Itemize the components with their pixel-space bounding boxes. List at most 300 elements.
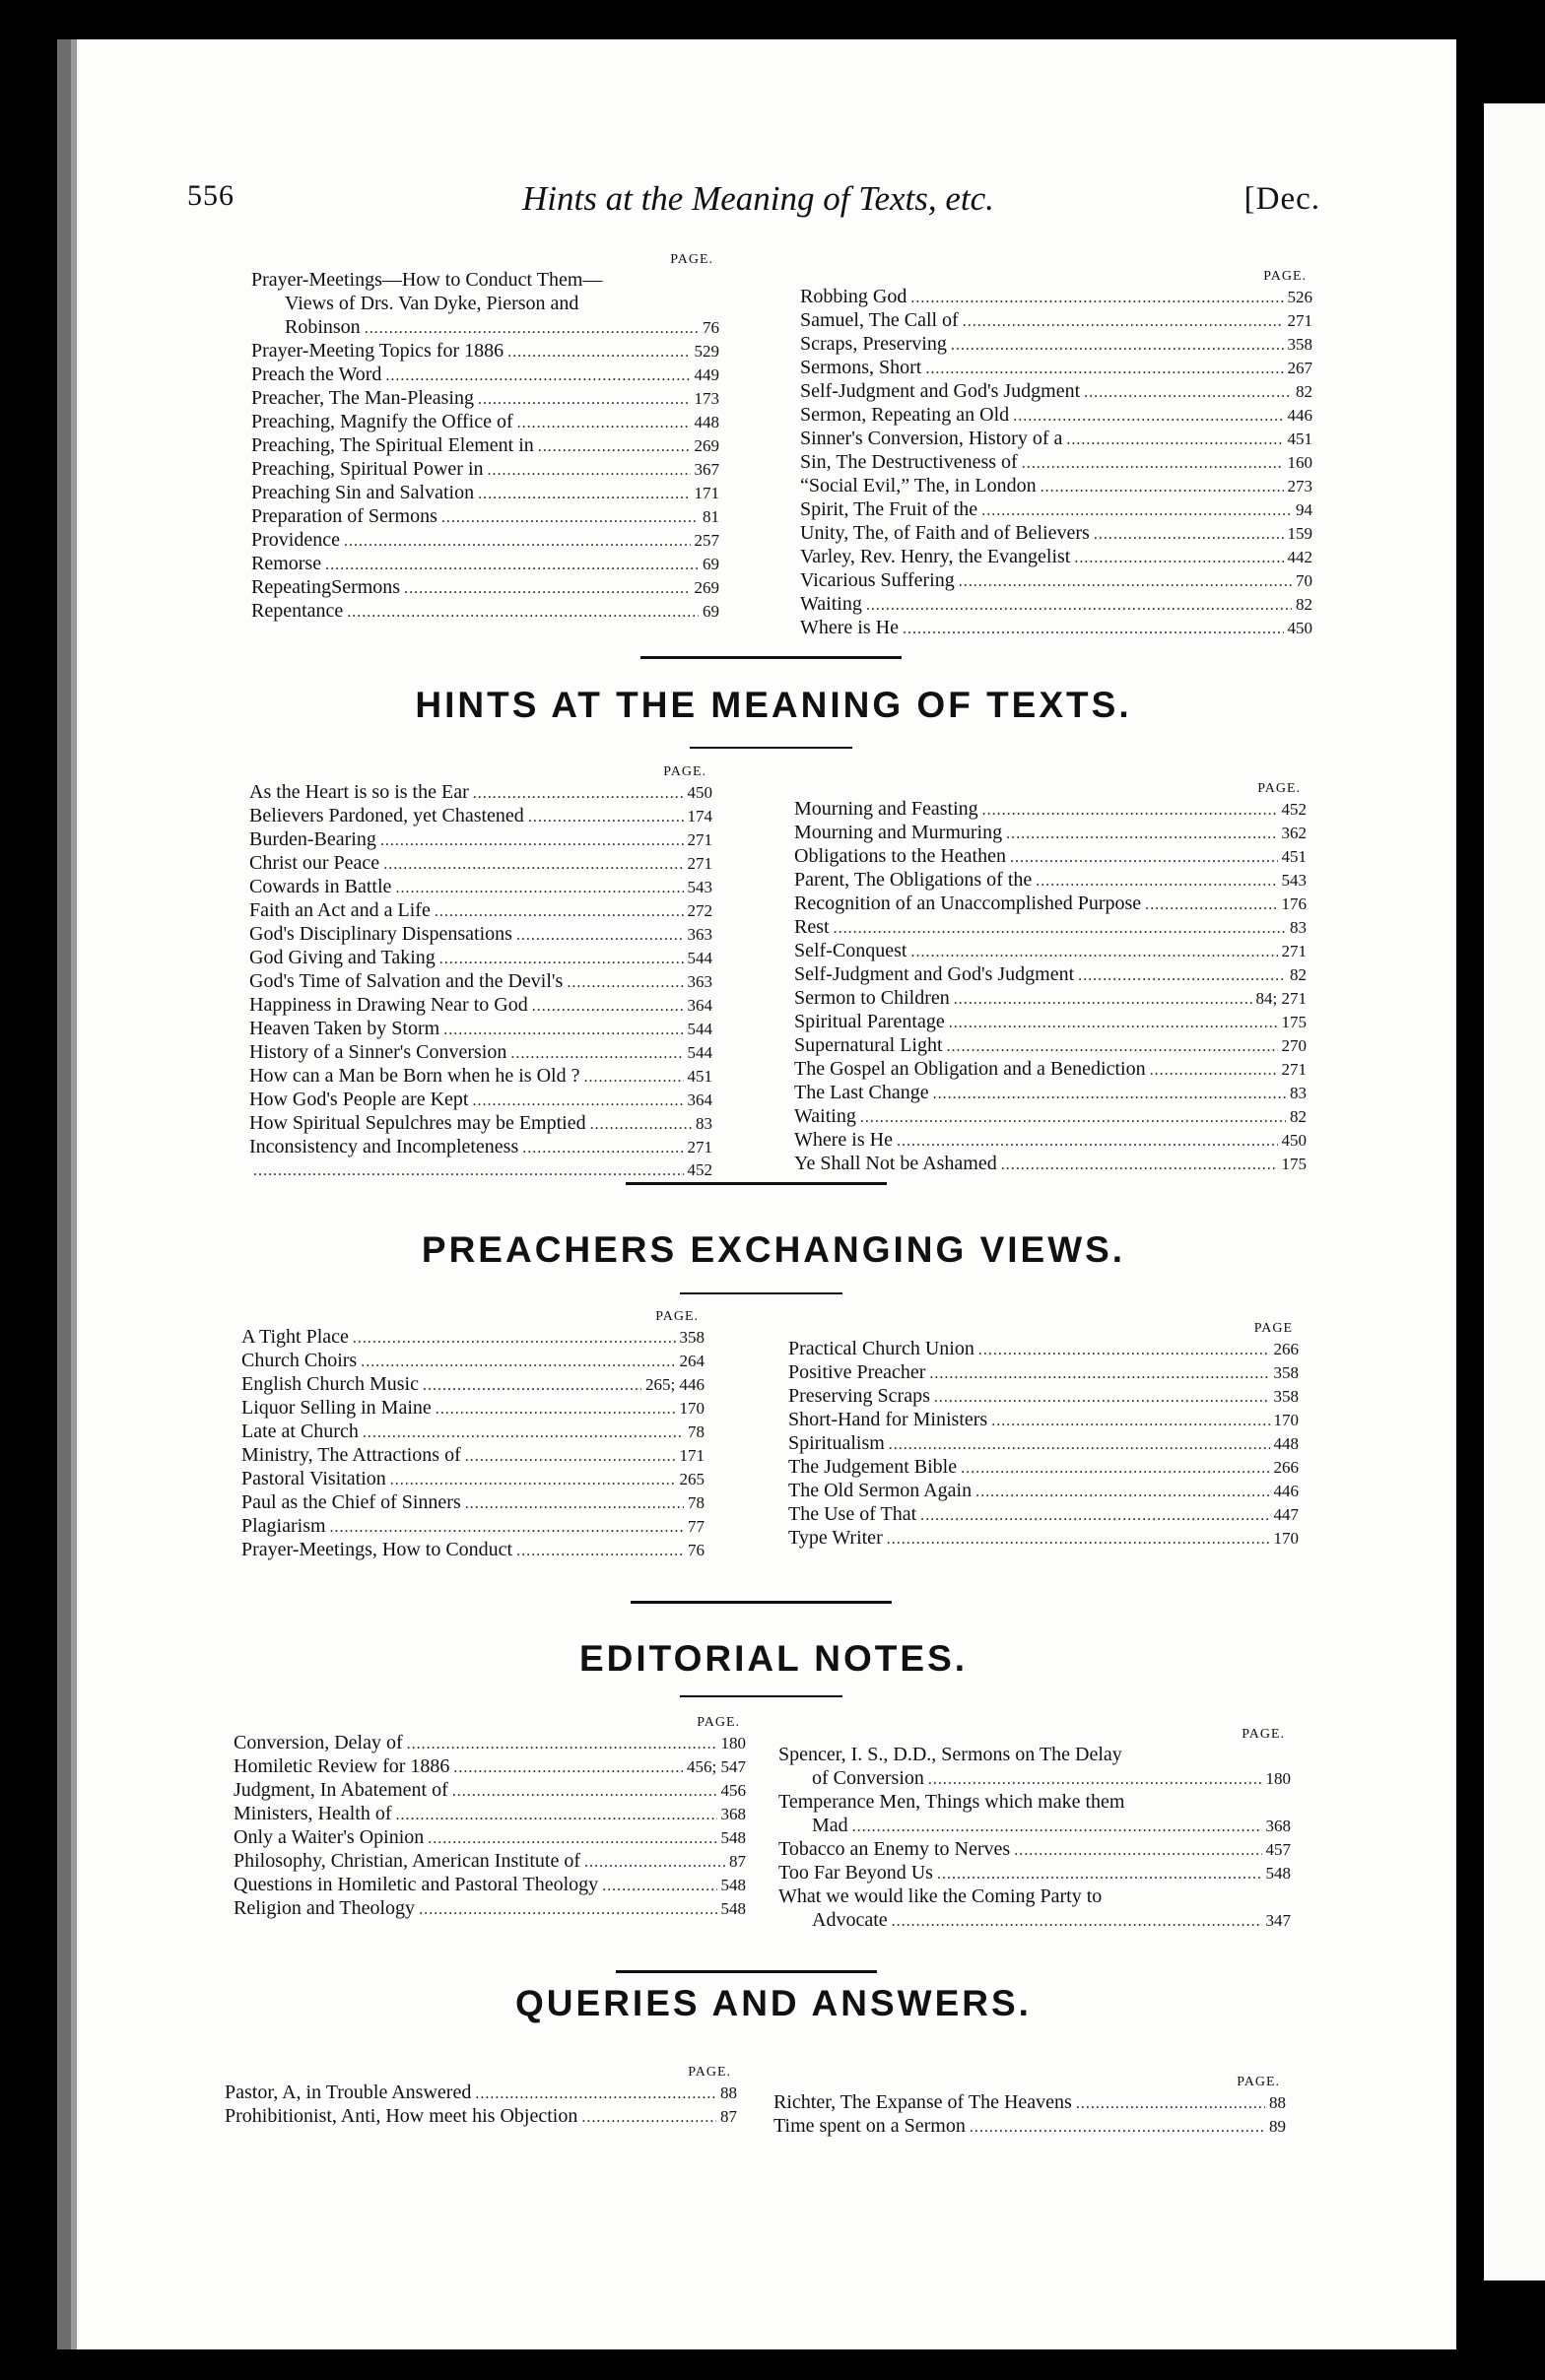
index-entry <box>794 892 1307 916</box>
entry-page-number: 159 <box>1287 524 1312 543</box>
entry-page-number: 180 <box>1265 1769 1291 1788</box>
entry-title: Repentance <box>251 600 344 622</box>
leader-dots <box>407 1734 717 1755</box>
index-entry <box>800 380 1312 404</box>
entry-title: How God's People are Kept <box>249 1089 469 1110</box>
leader-dots <box>937 1864 1262 1885</box>
entry-title: God's Time of Salvation and the Devil's <box>249 970 564 992</box>
index-entry <box>778 1744 1291 1767</box>
entry-page-number: 450 <box>1287 619 1312 637</box>
entry-title: Self-Judgment and God's Judgment <box>800 380 1081 402</box>
page-column-heading: PAGE. <box>1237 2075 1280 2089</box>
leader-dots <box>443 1020 683 1041</box>
index-entry <box>800 593 1312 617</box>
entry-title: Vicarious Suffering <box>800 569 955 591</box>
leader-dots <box>1022 453 1284 475</box>
entry-page-number: 456; 547 <box>687 1757 746 1776</box>
leader-dots <box>325 555 699 576</box>
entry-page-number: 347 <box>1265 1911 1291 1930</box>
index-entry <box>788 1503 1299 1527</box>
entry-page-number: 529 <box>694 342 719 361</box>
index-entry <box>251 505 719 529</box>
entry-title: Tobacco an Enemy to Nerves <box>778 1838 1011 1860</box>
editorial-right <box>778 1726 1291 1933</box>
leader-dots <box>439 949 684 970</box>
index-entry <box>241 1468 705 1491</box>
leader-dots <box>517 413 691 434</box>
leader-dots <box>365 318 699 340</box>
entry-title: Varley, Rev. Henry, the Evangelist <box>800 546 1071 567</box>
entry-title: How Spiritual Sepulchres may be Emptied <box>249 1112 586 1134</box>
leader-dots <box>383 854 683 876</box>
title-underline <box>680 1695 842 1697</box>
entry-title: Self-Conquest <box>794 940 907 961</box>
leader-dots <box>465 1493 684 1515</box>
leader-dots <box>928 1769 1262 1791</box>
index-entry <box>234 1874 746 1897</box>
entry-title: Temperance Men, Things which make them <box>778 1791 1125 1813</box>
index-entry <box>234 1850 746 1874</box>
entry-page-number: 368 <box>720 1805 746 1823</box>
leader-dots <box>920 1505 1269 1527</box>
leader-dots <box>897 1131 1278 1153</box>
leader-dots <box>602 1876 716 1897</box>
entry-title: Homiletic Review for 1886 <box>234 1755 450 1777</box>
entry-page-number: 358 <box>679 1328 705 1347</box>
entry-title: Heaven Taken by Storm <box>249 1018 440 1039</box>
entry-page-number: 358 <box>1273 1363 1299 1382</box>
leader-dots <box>516 925 684 947</box>
index-entry <box>788 1338 1299 1361</box>
entry-page-number: 543 <box>687 878 712 896</box>
index-entry <box>234 1897 746 1921</box>
index-entry <box>778 1838 1291 1862</box>
entry-page-number: 76 <box>688 1541 705 1559</box>
index-entry <box>788 1456 1299 1480</box>
index-entry <box>234 1755 746 1779</box>
entry-title: Sin, The Destructiveness of <box>800 451 1018 473</box>
leader-dots <box>889 1434 1270 1456</box>
entry-page-number: 82 <box>1290 965 1307 984</box>
index-entry <box>241 1350 705 1373</box>
entry-title: Spirit, The Fruit of the <box>800 498 978 520</box>
leader-dots <box>947 1036 1278 1058</box>
leader-dots <box>488 460 691 482</box>
entry-page-number: 273 <box>1287 477 1312 496</box>
leader-dots <box>975 1482 1269 1503</box>
hints-right <box>794 780 1307 1176</box>
leader-dots <box>910 942 1277 963</box>
index-entry <box>800 546 1312 569</box>
entry-title: The Judgement Bible <box>788 1456 958 1478</box>
entry-title: Self-Judgment and God's Judgment <box>794 963 1075 985</box>
entry-page-number: 170 <box>679 1399 705 1418</box>
index-entry <box>778 1767 1291 1791</box>
entry-page-number: 83 <box>1290 1084 1307 1102</box>
entry-title: The Last Change <box>794 1082 929 1103</box>
index-entry <box>794 1129 1307 1153</box>
leader-dots <box>453 1757 683 1779</box>
leader-dots <box>395 878 683 899</box>
index-entry <box>794 1058 1307 1082</box>
index-entry <box>234 1826 746 1850</box>
entry-page-number: 548 <box>720 1899 746 1918</box>
leader-dots <box>892 1911 1262 1933</box>
entry-page-number: 87 <box>729 1852 746 1871</box>
entry-title: Providence <box>251 529 340 551</box>
leader-dots <box>363 1422 684 1444</box>
entry-title: The Use of That <box>788 1503 917 1525</box>
entry-title: of Conversion <box>812 1767 924 1789</box>
leader-dots <box>963 311 1284 333</box>
index-entry <box>249 852 712 876</box>
entry-title: Preaching, The Spiritual Element in <box>251 434 534 456</box>
entry-page-number: 88 <box>720 2083 737 2102</box>
index-entry <box>800 404 1312 428</box>
index-entry <box>800 428 1312 451</box>
index-entry <box>794 869 1307 892</box>
entry-title: Church Choirs <box>241 1350 358 1371</box>
index-entry <box>800 286 1312 309</box>
entry-title: A Tight Place <box>241 1326 349 1348</box>
section-title-hints: HINTS AT THE MEANING OF TEXTS. <box>415 685 1132 725</box>
entry-title: Mourning and Feasting <box>794 798 978 820</box>
index-entry <box>251 387 719 411</box>
entry-title: Time spent on a Sermon <box>773 2115 966 2137</box>
entry-title: Sermon, Repeating an Old <box>800 404 1010 426</box>
entry-page-number: 269 <box>694 578 719 597</box>
index-entry <box>241 1444 705 1468</box>
entry-title: Parent, The Obligations of the <box>794 869 1033 891</box>
page-column-heading: PAGE. <box>1242 1727 1285 1742</box>
index-entry <box>800 498 1312 522</box>
index-entry <box>794 798 1307 822</box>
entry-page-number: 82 <box>1296 382 1312 401</box>
entry-page-number: 84; 271 <box>1255 989 1307 1008</box>
entry-title: Where is He <box>794 1129 893 1151</box>
leader-dots <box>1094 524 1284 546</box>
entry-title: Late at Church <box>241 1421 359 1442</box>
leader-dots <box>1041 477 1284 498</box>
entry-page-number: 271 <box>687 1138 712 1157</box>
leader-dots <box>423 1375 641 1397</box>
index-entry <box>788 1385 1299 1409</box>
entry-page-number: 368 <box>1265 1817 1291 1835</box>
entry-title: Only a Waiter's Opinion <box>234 1826 425 1848</box>
index-entry <box>251 482 719 505</box>
page-number: 556 <box>187 179 235 212</box>
preachers-left <box>241 1308 705 1562</box>
entry-title: Preach the Word <box>251 364 382 385</box>
entry-title: Waiting <box>800 593 862 615</box>
entry-title: History of a Sinner's Conversion <box>249 1041 507 1063</box>
entry-page-number: 451 <box>1287 430 1312 448</box>
page-column-heading: PAGE. <box>670 252 713 267</box>
entry-title: Waiting <box>794 1105 856 1127</box>
entry-title: Cowards in Battle <box>249 876 392 897</box>
index-entry <box>778 1909 1291 1933</box>
entry-page-number: 266 <box>1273 1340 1299 1358</box>
entry-title: Sermon to Children <box>794 987 950 1009</box>
entry-page-number: 526 <box>1287 288 1312 306</box>
page-column-heading: PAGE. <box>663 764 706 779</box>
entry-title: Preaching, Spiritual Power in <box>251 458 484 480</box>
index-entry <box>249 947 712 970</box>
entry-title: Pastoral Visitation <box>241 1468 386 1489</box>
leader-dots <box>528 807 684 828</box>
entry-page-number: 442 <box>1287 548 1312 566</box>
index-entry <box>794 1105 1307 1129</box>
leader-dots <box>1001 1155 1278 1176</box>
index-entry <box>251 293 719 316</box>
page-column-heading: PAGE. <box>1263 269 1307 284</box>
leader-dots <box>991 1411 1269 1432</box>
index-entry <box>794 987 1307 1011</box>
index-entry <box>249 1136 712 1159</box>
entry-title: English Church Music <box>241 1373 419 1395</box>
index-entry <box>800 569 1312 593</box>
entry-page-number: 447 <box>1273 1505 1299 1524</box>
index-entry <box>794 1153 1307 1176</box>
index-entry <box>800 309 1312 333</box>
index-entry <box>251 553 719 576</box>
entry-page-number: 82 <box>1290 1107 1307 1126</box>
index-entry <box>773 2115 1286 2139</box>
entry-title: Judgment, In Abatement of <box>234 1779 448 1801</box>
entry-page-number: 175 <box>1281 1155 1307 1173</box>
index-entry <box>249 899 712 923</box>
entry-page-number: 272 <box>687 901 712 920</box>
entry-title: Spencer, I. S., D.D., Sermons on The Delay <box>778 1744 1122 1765</box>
entry-page-number: 456 <box>720 1781 746 1800</box>
entry-page-number: 171 <box>694 484 719 502</box>
entry-title: God Giving and Taking <box>249 947 436 968</box>
index-entry <box>241 1515 705 1539</box>
entry-page-number: 452 <box>1281 800 1307 819</box>
entry-title: Recognition of an Unaccomplished Purpose <box>794 892 1142 914</box>
page-column-heading: PAGE. <box>1257 781 1301 796</box>
section-title-preachers: PREACHERS EXCHANGING VIEWS. <box>421 1229 1126 1270</box>
entry-title: Preacher, The Man-Pleasing <box>251 387 474 409</box>
index-entry <box>234 1732 746 1755</box>
leader-dots <box>1036 871 1277 892</box>
running-title: Hints at the Meaning of Texts, etc. <box>522 179 994 218</box>
index-entry <box>794 845 1307 869</box>
leader-dots <box>361 1352 675 1373</box>
entry-title: Prohibitionist, Anti, How meet his Objection <box>225 2105 578 2127</box>
entry-title: Short-Hand for Ministers <box>788 1409 988 1430</box>
leader-dots <box>472 1091 683 1112</box>
entry-title: Prayer-Meetings—How to Conduct Them— <box>251 269 603 291</box>
entry-page-number: 267 <box>1287 359 1312 377</box>
entry-page-number: 364 <box>687 1091 712 1109</box>
index-entry <box>249 828 712 852</box>
index-entry <box>234 1779 746 1803</box>
leader-dots <box>385 365 690 387</box>
entry-page-number: 174 <box>687 807 712 826</box>
leader-dots <box>970 2117 1265 2139</box>
entry-title: Preserving Scraps <box>788 1385 930 1407</box>
entry-title: Philosophy, Christian, American Institute of <box>234 1850 581 1872</box>
index-entry <box>241 1373 705 1397</box>
index-entry <box>794 1082 1307 1105</box>
entry-page-number: 363 <box>687 972 712 991</box>
leader-dots <box>834 918 1286 940</box>
index-entry <box>241 1421 705 1444</box>
leader-dots <box>925 359 1283 380</box>
entry-page-number: 544 <box>687 1043 712 1062</box>
entry-page-number: 176 <box>1281 894 1307 913</box>
leader-dots <box>507 342 690 364</box>
section-divider <box>640 656 902 659</box>
running-month: [Dec. <box>1243 181 1320 217</box>
page-column-heading: PAGE. <box>655 1309 699 1324</box>
leader-dots <box>852 1817 1262 1838</box>
leader-dots <box>954 989 1252 1011</box>
index-entry <box>778 1862 1291 1885</box>
entry-title: Mourning and Murmuring <box>794 822 1003 843</box>
index-entry <box>241 1491 705 1515</box>
index-entry <box>249 781 712 805</box>
index-entry <box>249 805 712 828</box>
entry-page-number: 94 <box>1296 500 1312 519</box>
entry-title: Christ our Peace <box>249 852 380 874</box>
entry-title: Practical Church Union <box>788 1338 974 1359</box>
index-entry <box>249 1112 712 1136</box>
index-entry <box>794 822 1307 845</box>
index-entry <box>800 475 1312 498</box>
entry-title: As the Heart is so is the Ear <box>249 781 469 803</box>
entry-title: Where is He <box>800 617 899 638</box>
index-entry <box>773 2091 1286 2115</box>
leader-dots <box>978 1340 1270 1361</box>
entry-title: Positive Preacher <box>788 1361 926 1383</box>
leader-dots <box>478 389 691 411</box>
leader-dots <box>353 1328 676 1350</box>
leader-dots <box>396 1805 717 1826</box>
index-entry <box>251 600 719 624</box>
index-entry <box>249 1089 712 1112</box>
leader-dots <box>933 1084 1286 1105</box>
index-entry <box>249 970 712 994</box>
entry-page-number: 271 <box>1281 942 1307 960</box>
entry-page-number: 271 <box>1287 311 1312 330</box>
entry-title: Type Writer <box>788 1527 883 1549</box>
entry-page-number: 548 <box>720 1876 746 1894</box>
entry-page-number: 270 <box>1281 1036 1307 1055</box>
index-entry <box>241 1397 705 1421</box>
entry-page-number: 88 <box>1269 2093 1286 2112</box>
entry-title: Mad <box>812 1815 848 1836</box>
page-column-heading: PAGE. <box>688 2065 731 2080</box>
entry-title: Scraps, Preserving <box>800 333 947 355</box>
entry-page-number: 548 <box>720 1828 746 1847</box>
entry-page-number: 160 <box>1287 453 1312 472</box>
entry-page-number: 451 <box>1281 847 1307 866</box>
leader-dots <box>436 1399 676 1421</box>
entry-title: Sermons, Short <box>800 357 922 378</box>
entry-title: The Gospel an Obligation and a Benediction <box>794 1058 1146 1080</box>
entry-page-number: 448 <box>694 413 719 431</box>
leader-dots <box>1014 1840 1261 1862</box>
index-entry <box>251 434 719 458</box>
leader-dots <box>903 619 1284 640</box>
entry-title: Prayer-Meeting Topics for 1886 <box>251 340 504 362</box>
entry-title: God's Disciplinary Dispensations <box>249 923 512 945</box>
entry-title: Pastor, A, in Trouble Answered <box>225 2082 472 2103</box>
entry-title: Sinner's Conversion, History of a <box>800 428 1063 449</box>
index-entry <box>225 2105 737 2129</box>
title-underline <box>690 747 852 749</box>
entry-page-number: 265 <box>679 1470 705 1488</box>
index-entry <box>788 1432 1299 1456</box>
entry-title: What we would like the Coming Party to <box>778 1885 1103 1907</box>
entry-title: Believers Pardoned, yet Chastened <box>249 805 524 826</box>
entry-page-number: 358 <box>1273 1387 1299 1406</box>
editorial-left <box>234 1714 746 1921</box>
index-entry <box>788 1527 1299 1551</box>
leader-dots <box>475 2083 716 2105</box>
entry-page-number: 367 <box>694 460 719 479</box>
section-divider <box>631 1601 892 1604</box>
leader-dots <box>532 996 684 1018</box>
entry-page-number: 271 <box>687 854 712 873</box>
top-index-right <box>800 268 1312 640</box>
index-entry <box>251 316 719 340</box>
entry-page-number: 265; 446 <box>645 1375 705 1394</box>
leader-dots <box>510 1043 683 1065</box>
leader-dots <box>866 595 1292 617</box>
index-entry <box>778 1885 1291 1909</box>
entry-page-number: 448 <box>1273 1434 1299 1453</box>
leader-dots <box>465 1446 676 1468</box>
entry-title: Liquor Selling in Maine <box>241 1397 432 1419</box>
leader-dots <box>910 288 1283 309</box>
index-entry <box>794 940 1307 963</box>
leader-dots <box>478 484 690 505</box>
leader-dots <box>982 800 1278 822</box>
leader-dots <box>441 507 699 529</box>
entry-title: Samuel, The Call of <box>800 309 959 331</box>
index-entry <box>251 458 719 482</box>
index-entry <box>800 357 1312 380</box>
entry-title: Robbing God <box>800 286 907 307</box>
index-entry <box>251 340 719 364</box>
index-entry <box>251 529 719 553</box>
entry-title: Rest <box>794 916 830 938</box>
entry-title: Burden-Bearing <box>249 828 376 850</box>
leader-dots <box>390 1470 676 1491</box>
entry-title: Plagiarism <box>241 1515 326 1537</box>
index-entry <box>800 617 1312 640</box>
leader-dots <box>428 1828 716 1850</box>
section-title-queries: QUERIES AND ANSWERS. <box>515 1983 1032 2023</box>
entry-title: Richter, The Expanse of The Heavens <box>773 2091 1072 2113</box>
queries-right <box>773 2074 1286 2139</box>
leader-dots <box>1010 847 1278 869</box>
leader-dots <box>1145 894 1277 916</box>
entry-page-number: 77 <box>688 1517 705 1536</box>
entry-page-number: 170 <box>1273 1529 1299 1548</box>
entry-page-number: 271 <box>1281 1060 1307 1079</box>
index-entry <box>249 1159 712 1182</box>
leader-dots <box>961 1458 1269 1480</box>
leader-dots <box>538 436 691 458</box>
leader-dots <box>567 972 683 994</box>
entry-title: Supernatural Light <box>794 1034 943 1056</box>
leader-dots <box>584 1852 725 1874</box>
leader-dots <box>330 1517 684 1539</box>
